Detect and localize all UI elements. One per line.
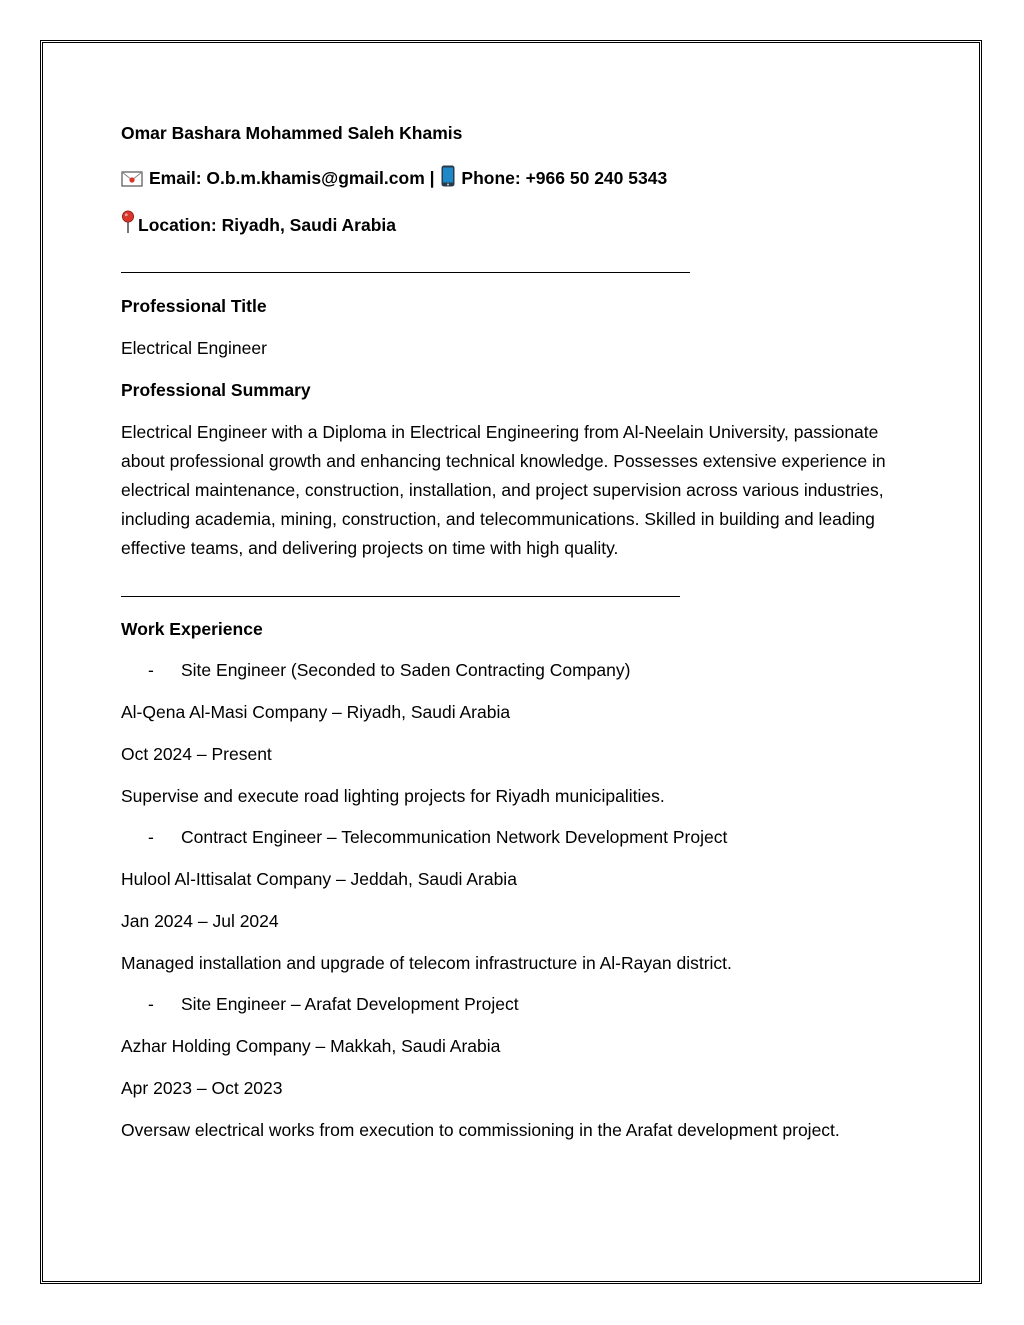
job-description: Supervise and execute road lighting projects for Riyadh municipalities. [121, 786, 665, 806]
work-experience-heading: Work Experience [121, 619, 263, 639]
candidate-name: Omar Bashara Mohammed Saleh Khamis [121, 123, 463, 143]
email-text[interactable]: Email: O.b.m.khamis@gmail.com [149, 168, 425, 188]
round-pushpin-icon [121, 210, 135, 240]
section-divider [121, 596, 680, 597]
location-text: Location: Riyadh, Saudi Arabia [138, 215, 396, 235]
job-dates: Jan 2024 – Jul 2024 [121, 911, 279, 931]
professional-summary-text: Electrical Engineer with a Diploma in Electrical Engineering from Al-Neelain University, passionate about professional growth and enhancing technical knowledge. Possesses extensive experience in electrical maintenance, construction, installation, and project supervision across various industries, including academia, mining, construction, and telecommunications. Skilled in building and leading effective teams, and delivering projects on time with high quality. [121, 422, 886, 558]
job-dates: Oct 2024 – Present [121, 744, 272, 764]
bullet-marker: - [148, 660, 154, 680]
job-title: Site Engineer (Seconded to Saden Contracting Company) [181, 660, 631, 680]
professional-summary-heading: Professional Summary [121, 380, 311, 400]
bullet-marker: - [148, 994, 154, 1014]
bullet-marker: - [148, 827, 154, 847]
professional-title-heading: Professional Title [121, 296, 267, 316]
mobile-phone-icon [441, 165, 455, 193]
location-line [121, 210, 396, 240]
job-description: Managed installation and upgrade of telecom infrastructure in Al-Rayan district. [121, 953, 732, 973]
contact-separator: | [429, 168, 435, 188]
envelope-icon [121, 169, 143, 193]
job-title: Site Engineer – Arafat Development Project [181, 994, 519, 1014]
professional-title-value: Electrical Engineer [121, 338, 267, 358]
job-title: Contract Engineer – Telecommunication Network Development Project [181, 827, 728, 847]
job-company: Hulool Al-Ittisalat Company – Jeddah, Saudi Arabia [121, 869, 517, 889]
job-dates: Apr 2023 – Oct 2023 [121, 1078, 283, 1098]
contact-line [121, 165, 667, 193]
job-company: Azhar Holding Company – Makkah, Saudi Arabia [121, 1036, 501, 1056]
job-company: Al-Qena Al-Masi Company – Riyadh, Saudi Arabia [121, 702, 511, 722]
phone-text[interactable]: Phone: +966 50 240 5343 [461, 168, 668, 188]
job-description: Oversaw electrical works from execution to commissioning in the Arafat development project. [121, 1120, 840, 1140]
section-divider [121, 272, 690, 273]
